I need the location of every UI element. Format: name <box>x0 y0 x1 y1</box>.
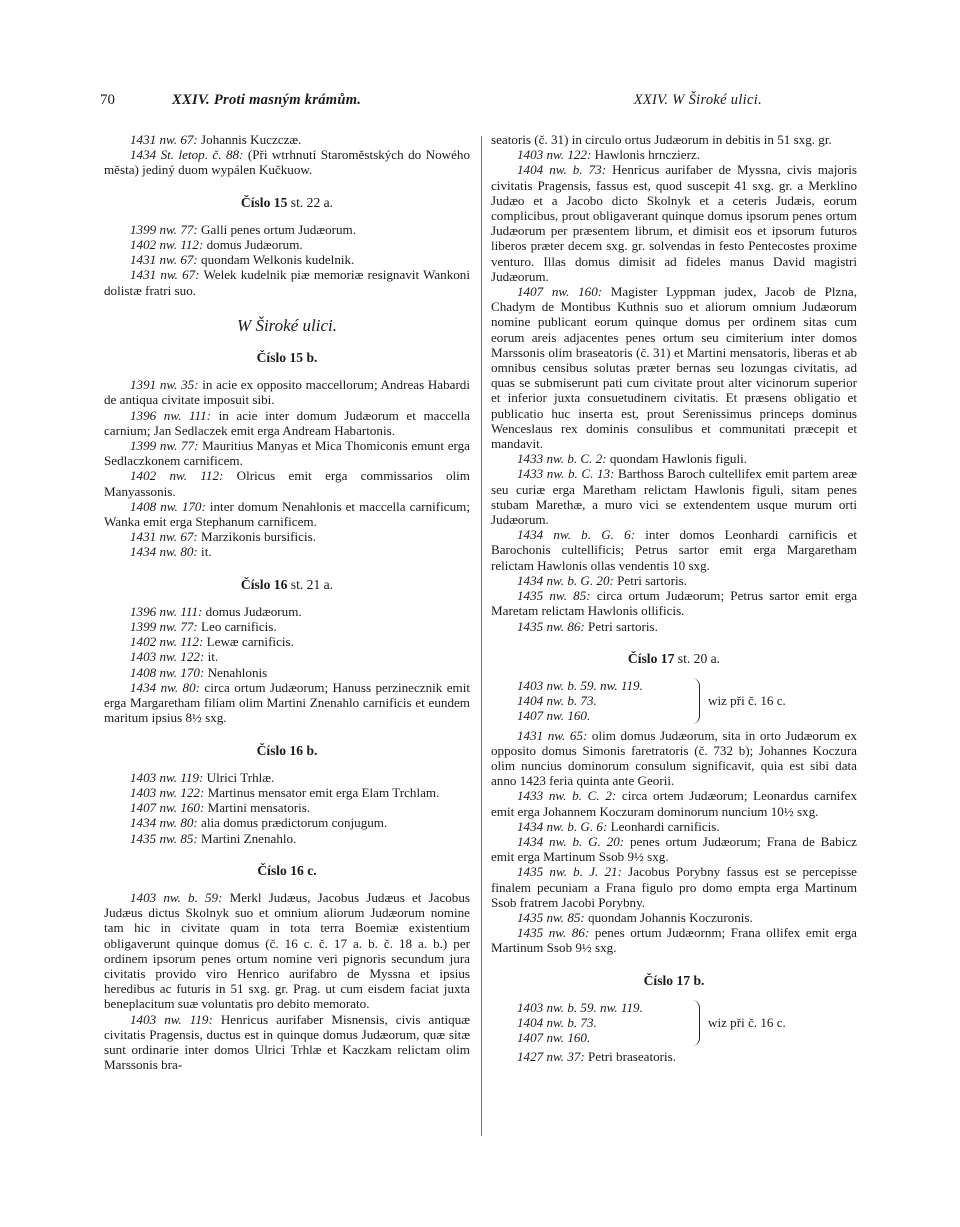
entry-text: Marzikonis bursificis. <box>197 529 316 545</box>
entry-reference: 1399 nw. 77: <box>130 438 199 454</box>
entry-reference: 1402 nw. 112: <box>130 634 204 650</box>
entry <box>491 451 857 466</box>
section-heading-16: Číslo 16 st. 21 a. <box>240 576 334 592</box>
entry-text: it. <box>204 649 219 665</box>
entry <box>104 680 470 726</box>
brace-line: 1403 nw. b. 59. nw. 119. <box>517 677 643 693</box>
entry <box>491 834 857 864</box>
section-heading-16b: Číslo 16 b. <box>256 742 318 758</box>
entry-reference: 1434 nw. 80: <box>130 815 198 831</box>
entry <box>491 925 857 955</box>
entry <box>104 499 470 529</box>
entry-text: circa ortum Judæorum; Hanuss perzinecznik emit erga Margaretham filiam olim Martini Znenahlo carnificis et eundem maritum ipsius 8½ sxg. <box>104 679 470 726</box>
entry <box>104 544 470 559</box>
entry-reference: 1402 nw. 112: <box>130 237 204 253</box>
entry-reference: 1396 nw. 111: <box>130 603 203 619</box>
entry-reference: 1407 nw. 160: <box>517 284 603 300</box>
entries-17b <box>491 1049 857 1064</box>
entry <box>491 147 857 162</box>
entry-text: circa ortum Judæorum; Petrus sartor emit erga Maretam relictam Hawlonis ollificis. <box>491 588 858 619</box>
entry-reference: 1434 nw. 80: <box>130 679 201 695</box>
entry-text: inter domos Leonhardi carnificis et Barochonis cultellificis; Petrus sartor emit erga Margaretham relictam Hawlonis ollas vendentis 10 sxg. <box>491 527 857 573</box>
entry <box>491 728 857 789</box>
entry-text: quondam Johannis Koczuronis. <box>584 909 753 925</box>
entry <box>491 162 857 284</box>
entry-text: quondam Hawlonis figuli. <box>606 451 747 467</box>
entry-text: alia domus prædictorum conjugum. <box>197 815 388 831</box>
entry <box>104 438 470 468</box>
brace-lines-17b <box>491 1000 857 1046</box>
brace-group-17 <box>491 678 857 724</box>
entry-reference: 1391 nw. 35: <box>130 377 199 393</box>
continued-text: seatoris (č. 31) in circulo ortus Judæorum in debitis in 51 sxg. gr. <box>491 132 832 147</box>
entry <box>104 800 470 815</box>
entry <box>104 147 470 177</box>
entry-text: circa ortem Judæorum; Leonardus carnifex emit erga Johannem Koczuram dominorum nuncium 10½ sxg. <box>491 788 857 819</box>
entry <box>104 132 470 147</box>
entry-text: Nenahlonis <box>204 664 268 680</box>
entry-reference: 1403 nw. 122: <box>517 147 592 163</box>
entry-reference: 1434 nw. 80: <box>130 544 198 560</box>
entry <box>491 466 857 527</box>
entry-reference: 1403 nw. 119: <box>130 1011 213 1027</box>
entry-reference: 1403 nw. 122: <box>130 784 205 800</box>
left-running-title: XXIV. Proti masným krámům. <box>172 92 362 108</box>
entry-reference: 1431 nw. 65: <box>517 727 588 743</box>
entry-reference: 1431 nw. 67: <box>130 132 198 147</box>
entry-text: domus Judæorum. <box>203 237 303 253</box>
entry-text: quondam Welkonis kudelnik. <box>197 252 355 268</box>
entry-reference: 1427 nw. 37: <box>517 1049 585 1065</box>
entry-reference: 1399 nw. 77: <box>130 619 198 635</box>
entry-reference: 1431 nw. 67: <box>130 267 200 283</box>
cross-reference-note: wiz při č. 16 c. <box>708 692 786 708</box>
entry-text: in acie ex opposito maccellorum; Andreas Habardi de antiqua civitate imposuit sibi. <box>104 377 470 408</box>
entry-text: Martini Znenahlo. <box>197 830 297 846</box>
entry-text: Henricus aurifaber Misnensis, civis antiquæ civitatis Pragensis, ductus est in quinque domus Judæorum, quæ sitæ sunt ordinarie inter domos Ulrici Trhlæ et Kaczkam relictam olim Marssonis bra- <box>104 1011 470 1073</box>
entry <box>491 284 857 451</box>
entry-reference: 1434 St. letop. č. 88: <box>130 147 244 163</box>
entry <box>491 588 857 618</box>
entry <box>491 788 857 818</box>
entry <box>104 770 470 785</box>
entry-reference: 1433 nw. b. C. 2: <box>517 788 617 804</box>
curly-brace <box>691 1000 700 1046</box>
entry-text: olim domus Judæorum, sita in orto Judæorum ex opposito domus Simonis faretratoris (č. 732 b); Johannes Koczura olim nuncius dominorum consulum significavit, quia est sibi data anno 1423 feria quinta ante Georii. <box>491 727 857 789</box>
entry-text: penes ortum Judæorum; Frana de Babicz emit erga Martinum Ssob 9½ sxg. <box>491 833 857 865</box>
entry-text: Barthoss Baroch cultellifex emit partem areæ seu curiæ erga Maretham relictam Hawlonis figuli, sitam penes stubam Marethæ, a muro vici se extendentem usque murum orti Judæorum. <box>491 466 857 528</box>
entry-reference: 1403 nw. 119: <box>130 769 204 785</box>
entry-reference: 1435 nw. 85: <box>517 909 585 925</box>
entries-16 <box>104 604 470 726</box>
entry-reference: 1402 nw. 112: <box>130 468 224 484</box>
entry-text: Martinus mensator emit erga Elam Trchlam. <box>204 784 440 800</box>
entries-17 <box>491 728 857 956</box>
entry-text: in acie inter domum Judæorum et maccella carnium; Jan Sedlaczek emit erga Andream Habartonis. <box>104 407 470 438</box>
entry <box>491 819 857 834</box>
right-running-title: XXIV. W Široké ulici. <box>633 92 762 108</box>
entry-text: Hawlonis hrnczierz. <box>591 147 701 163</box>
entry-text: Olricus emit erga commissarios olim Manyassonis. <box>104 468 470 499</box>
entry <box>104 665 470 680</box>
entries-16c <box>104 890 470 1072</box>
entry-text: Petri sartoris. <box>584 618 658 634</box>
entry-text: (Při wtrhnutí Staroměstských do Nowého města) jediný duom wypálen Kučkuow. <box>104 147 470 178</box>
brace-line: 1404 nw. b. 73. <box>517 693 597 709</box>
cross-reference-note: wiz při č. 16 c. <box>708 1014 786 1030</box>
entry-reference: 1408 nw. 170: <box>130 498 206 514</box>
entry-text: Ulrici Trhlæ. <box>203 769 275 785</box>
entry <box>104 529 470 544</box>
entry-text: Lewæ carnificis. <box>203 634 294 650</box>
entry <box>104 890 470 1012</box>
intro-entries <box>104 132 470 178</box>
entry-reference: 1403 nw. 122: <box>130 649 205 665</box>
page-number: 70 <box>100 92 115 108</box>
entry-reference: 1407 nw. 160: <box>130 800 205 816</box>
entry-reference: 1434 nw. b. G. 20: <box>517 833 625 849</box>
section-heading-17b: Číslo 17 b. <box>643 972 705 988</box>
entry <box>104 634 470 649</box>
entries-15b <box>104 377 470 559</box>
column-rule <box>481 136 482 1136</box>
entry <box>104 1012 470 1073</box>
entry-text: domus Judæorum. <box>202 603 302 619</box>
entry <box>104 408 470 438</box>
entry-reference: 1403 nw. b. 59: <box>130 889 223 905</box>
entry <box>491 910 857 925</box>
entries-15 <box>104 222 470 298</box>
entry <box>104 222 470 237</box>
entry <box>491 619 857 634</box>
right-column <box>491 132 857 1065</box>
entry-reference: 1435 nw. 86: <box>517 925 590 941</box>
entry-reference: 1396 nw. 111: <box>130 407 212 423</box>
brace-group-17b <box>491 1000 857 1046</box>
entry-text: Jacobus Porybny fassus est se percepisse finalem pecuniam a Frana figulo pro domo empta erga Martinum Ssob fratrem Jacobi Porybny. <box>491 864 857 910</box>
entry <box>104 237 470 252</box>
section-heading-15b: Číslo 15 b. <box>256 350 318 366</box>
entry-reference: 1408 nw. 170: <box>130 664 205 680</box>
entry-reference: 1435 nw. b. J. 21: <box>517 864 622 880</box>
entry-reference: 1434 nw. b. G. 6: <box>517 818 608 834</box>
entry-reference: 1434 nw. b. G. 20: <box>517 572 614 588</box>
entry-text: Johannis Kuczczæ. <box>197 132 302 147</box>
entries-16b <box>104 770 470 846</box>
brace-line: 1407 nw. 160. <box>517 708 591 724</box>
entry <box>104 267 470 297</box>
entry <box>491 1049 857 1064</box>
left-column <box>104 132 470 1072</box>
entry <box>491 864 857 910</box>
entry <box>104 649 470 664</box>
section-heading-17: Číslo 17 st. 20 a. <box>627 650 721 666</box>
entry-text: Galli penes ortum Judæorum. <box>197 221 356 237</box>
entry-text: it. <box>197 544 212 560</box>
entry <box>491 573 857 588</box>
street-heading: W Široké ulici. <box>237 315 337 335</box>
brace-line: 1404 nw. b. 73. <box>517 1014 597 1030</box>
entry-text: Petri braseatoris. <box>584 1049 677 1065</box>
entry <box>104 604 470 619</box>
entry-reference: 1431 nw. 67: <box>130 529 198 545</box>
entry <box>104 619 470 634</box>
entry <box>104 815 470 830</box>
entry-text: Petri sartoris. <box>613 572 687 588</box>
entry-reference: 1404 nw. b. 73: <box>517 162 607 178</box>
brace-lines-17 <box>491 678 857 724</box>
entry-text: Welek kudelnik piæ memoriæ resignavit Wankoni dolistæ fratri suo. <box>104 267 470 298</box>
entry-text: penes ortum Judæornm; Frana ollifex emit erga Martinum Ssob 9½ sxg. <box>491 925 857 956</box>
entry-reference: 1434 nw. b. G. 6: <box>517 527 636 543</box>
entry-reference: 1433 nw. b. C. 13: <box>517 466 615 482</box>
section-heading-16c: Číslo 16 c. <box>257 862 317 878</box>
entry <box>104 831 470 846</box>
entry-text: inter domum Nenahlonis et maccella carnificum; Wanka emit erga Stephanum carnificem. <box>104 498 470 530</box>
curly-brace <box>691 678 700 724</box>
entry-text: Mauritius Manyas et Mica Thomiconis emunt erga Sedlaczkonem carnificem. <box>104 438 470 469</box>
entry <box>491 527 857 573</box>
running-head <box>100 92 762 112</box>
entry <box>104 468 470 498</box>
entry-text: Leo carnificis. <box>197 619 277 635</box>
entry-reference: 1433 nw. b. C. 2: <box>517 451 607 467</box>
entry-text: Henricus aurifaber de Myssna, civis majoris civitatis Pragensis, fassus est, quod suscepit 41 sxg. gr. a Merklino Judæo et a Jacobo dicto Skolnyk et a ceteris Judæis, eorum complicibus, prout obligaverant quinque domus ipsorum penes ortum Judæorum per præsentem librum, et dimisit eos et ipsorum futuros liberos præter decem sxg. gr. solvendas in festo Pentecostes proxime venturo. Illas domus dimisit ad fideles manus David magistri Judæorum. <box>491 162 857 284</box>
entry <box>104 377 470 407</box>
entry-reference: 1431 nw. 67: <box>130 252 198 268</box>
entry-text: Martini mensatoris. <box>204 800 311 816</box>
entry-reference: 1399 nw. 77: <box>130 221 198 237</box>
entry-text: Leonhardi carnificis. <box>607 818 720 834</box>
entry <box>104 785 470 800</box>
entry-reference: 1435 nw. 85: <box>130 830 198 846</box>
entry-reference: 1435 nw. 85: <box>517 588 591 604</box>
brace-line: 1407 nw. 160. <box>517 1030 591 1046</box>
section-heading-15: Číslo 15 st. 22 a. <box>240 194 334 210</box>
entry <box>104 252 470 267</box>
entry-reference: 1435 nw. 86: <box>517 618 585 634</box>
entry-text: Merkl Judæus, Jacobus Judæus et Jacobus Judæus dictus Skolnyk suo et omnium aliorum Judæorum nomine tam hic in civitate quam in tota terra Boemiæ existentium obligaverunt quinque domus (č. 16 c. č. 17 a. b. č. 18 a. b.) per ordinem ipsorum penes ortum nomine veri pignoris secundum jura civitatis provido viro Henrico aurifabro de Myssna et ipsius heredibus ac futuris in 51 sxg. gr. Prag. ut cum eisdem faciat juxta beneplacitum suæ voluntatis pro debito memorato. <box>104 889 470 1012</box>
brace-line: 1403 nw. b. 59. nw. 119. <box>517 999 643 1015</box>
entry-text: Magister Lyppman judex, Jacob de Plzna, Chadym de Montibus Kuthnis suo et aliorum omnium Judæorum nomine publicant eorum quinque domus per ordinem sitas cum eorum areis adjacentes penes ortum seu cimiterium inter domos Marssonis olim braseatoris (č. 31) et Martini mensatoris, liberas et ab omnibus censibus solutas præter bernas seu lozungas civitatis, ad quas se submiserunt pati cum civitate prout alter vicinorum superior et inferior juxta consuetudinem civitatis. Et præsens obligatio et publicatio huc inserta est, prout Serenissimus princeps dominus Wenceslaus rex dominis consulibus et communitati præcepit et mandavit. <box>491 284 857 452</box>
entries-16c-more <box>491 147 857 634</box>
